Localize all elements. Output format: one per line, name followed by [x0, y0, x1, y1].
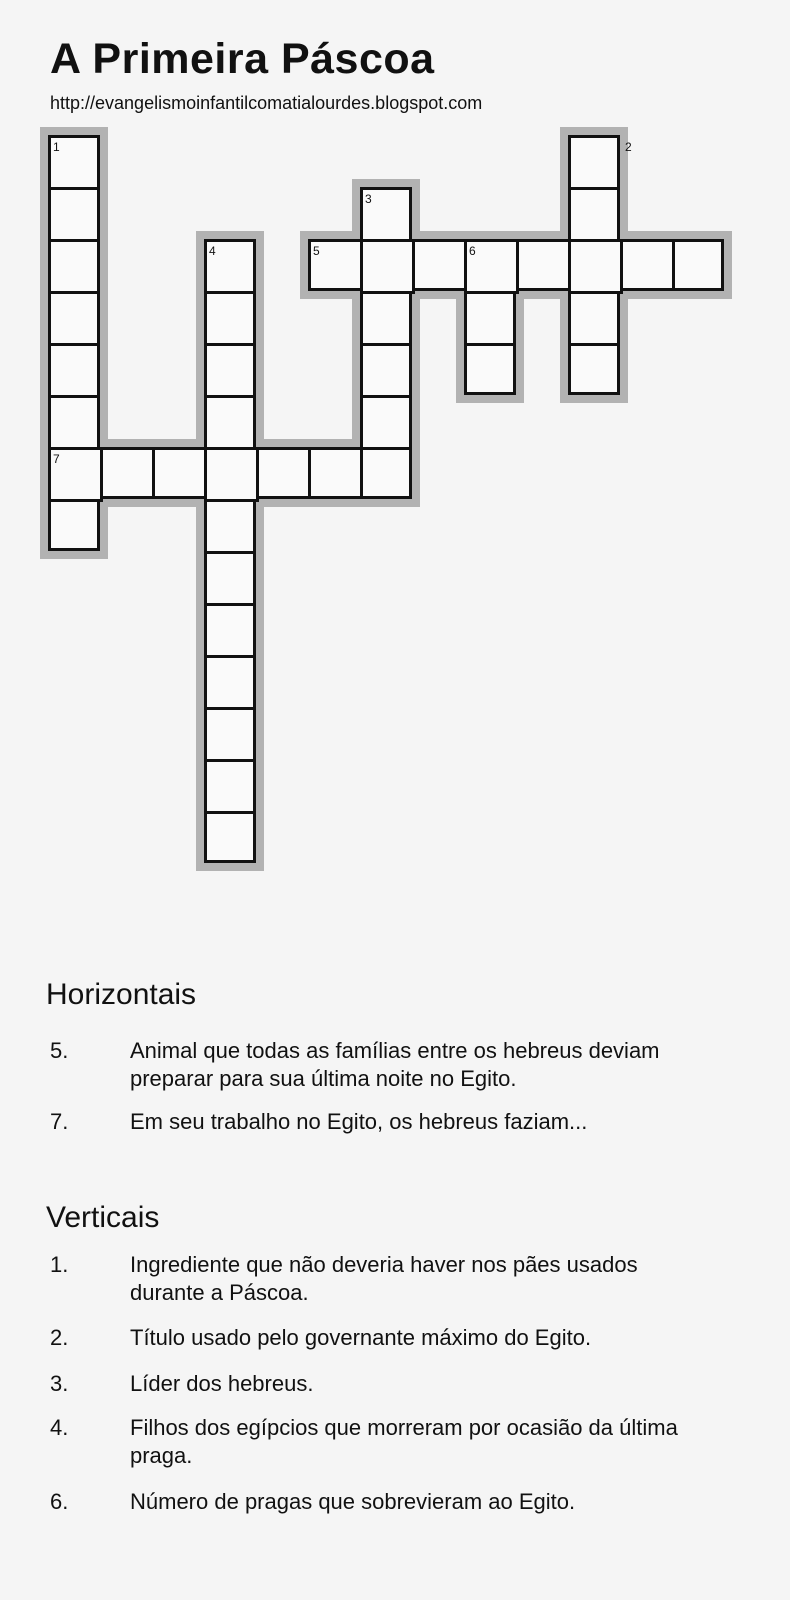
crossword-cell[interactable]: [464, 343, 516, 395]
crossword-cell[interactable]: [568, 187, 620, 242]
crossword-cell[interactable]: [204, 551, 256, 606]
crossword-cell[interactable]: [204, 655, 256, 710]
crossword-cell[interactable]: [152, 447, 207, 499]
clue-number: 3.: [50, 1371, 69, 1396]
crossword-cell[interactable]: [568, 343, 620, 395]
cell-number: 4: [209, 244, 216, 258]
crossword-cell[interactable]: [360, 291, 412, 346]
crossword-cell[interactable]: [568, 291, 620, 346]
crossword-cell[interactable]: [48, 343, 100, 398]
cell-number: 3: [365, 192, 372, 206]
crossword-cell[interactable]: [204, 395, 256, 450]
clue-text: Ingrediente que não deveria haver nos pães usados durante a Páscoa.: [130, 1252, 638, 1305]
clue-number: 7.: [50, 1109, 69, 1134]
crossword-cell[interactable]: [672, 239, 724, 291]
crossword-cell[interactable]: [48, 239, 100, 294]
clue-number: 1.: [50, 1252, 69, 1277]
clue-text: Em seu trabalho no Egito, os hebreus faziam...: [130, 1109, 588, 1134]
crossword-cell[interactable]: [568, 239, 623, 294]
crossword-cell[interactable]: [204, 499, 256, 554]
crossword-cell[interactable]: [360, 239, 415, 294]
cell-number: 6: [469, 244, 476, 258]
crossword-cell[interactable]: [204, 707, 256, 762]
clue-text: Filhos dos egípcios que morreram por ocasião da última praga.: [130, 1415, 678, 1468]
crossword-cell[interactable]: [412, 239, 467, 291]
cell-number: 2: [625, 140, 632, 154]
crossword-cell[interactable]: [516, 239, 571, 291]
clue-number: 2.: [50, 1325, 69, 1350]
crossword-cell[interactable]: [48, 499, 100, 551]
crossword-cell[interactable]: [204, 759, 256, 814]
page-title: A Primeira Páscoa: [50, 35, 435, 83]
down-heading: Verticais: [46, 1201, 160, 1234]
crossword-cell[interactable]: [48, 187, 100, 242]
crossword-cell[interactable]: [204, 603, 256, 658]
crossword-cell[interactable]: [360, 343, 412, 398]
crossword-cell[interactable]: [568, 135, 620, 190]
source-url: http://evangelismoinfantilcomatialourdes.blogspot.com: [50, 93, 483, 113]
crossword-cell[interactable]: [464, 291, 516, 346]
crossword-cell[interactable]: [620, 239, 675, 291]
clue-text: Título usado pelo governante máximo do Egito.: [130, 1325, 592, 1350]
crossword-cell[interactable]: [360, 395, 412, 450]
cell-number: 7: [53, 452, 60, 466]
crossword-cell[interactable]: [308, 447, 363, 499]
cell-number: 5: [313, 244, 320, 258]
clue-number: 6.: [50, 1489, 69, 1514]
crossword-cell[interactable]: [256, 447, 311, 499]
crossword-cell[interactable]: [100, 447, 155, 499]
clue-text: Líder dos hebreus.: [130, 1371, 314, 1396]
crossword-cell[interactable]: [204, 343, 256, 398]
clue-text: Número de pragas que sobrevieram ao Egito.: [130, 1489, 576, 1514]
crossword-cell[interactable]: [48, 395, 100, 450]
across-heading: Horizontais: [46, 978, 197, 1011]
crossword-cell[interactable]: [204, 811, 256, 863]
cell-number: 1: [53, 140, 60, 154]
crossword-cell[interactable]: [204, 447, 259, 502]
clue-number: 5.: [50, 1038, 69, 1063]
crossword-cell[interactable]: [48, 291, 100, 346]
crossword-cell[interactable]: [204, 291, 256, 346]
crossword-cell[interactable]: [360, 447, 412, 499]
clue-text: Animal que todas as famílias entre os hebreus deviam preparar para sua última noite no Egito.: [130, 1038, 660, 1091]
clue-number: 4.: [50, 1415, 69, 1440]
